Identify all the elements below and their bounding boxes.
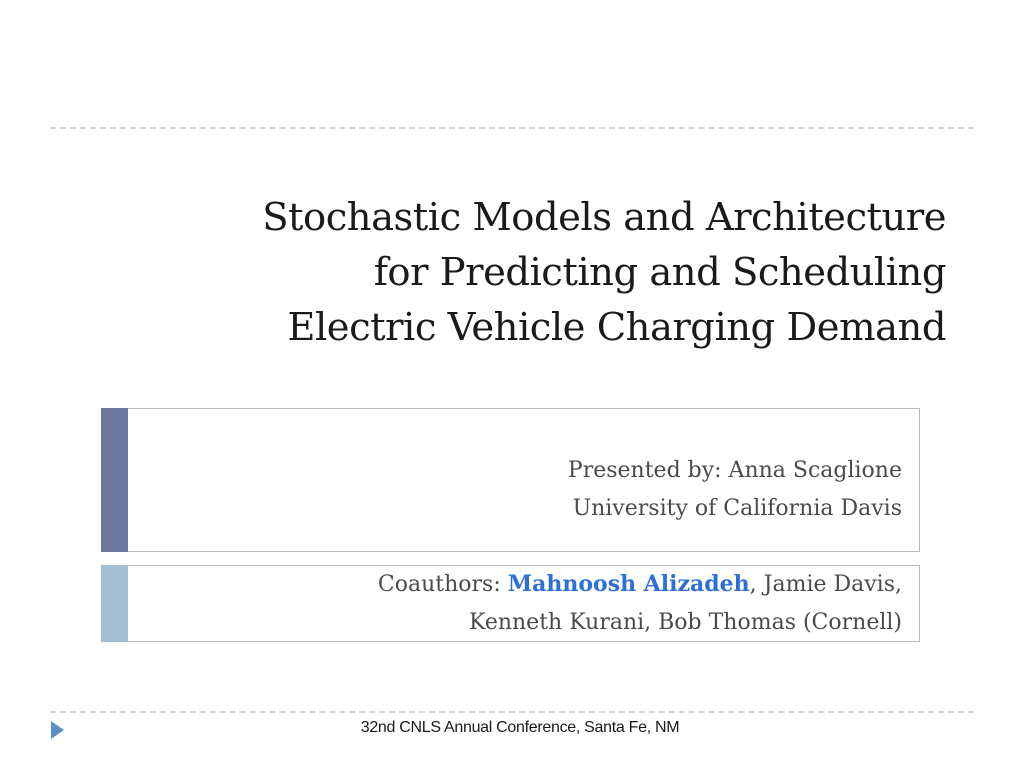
coauthor-highlight: Mahnoosh Alizadeh — [507, 571, 750, 597]
coauthors-text — [378, 565, 902, 642]
top-divider — [50, 127, 974, 129]
coauthors-line-2: Kenneth Kurani, Bob Thomas (Cornell) — [468, 610, 902, 635]
presenter-accent-bar — [101, 408, 128, 552]
presenter-name: Presented by: Anna Scaglione — [567, 458, 902, 483]
coauthors-prefix: Coauthors: — [377, 572, 508, 597]
coauthors-line-1 — [378, 565, 902, 604]
slide-title — [86, 190, 946, 355]
presenter-text — [568, 452, 902, 528]
title-line-2: for Predicting and Scheduling — [373, 250, 946, 295]
bottom-divider — [50, 711, 974, 713]
presenter-affiliation: University of California Davis — [572, 496, 902, 521]
title-line-3: Electric Vehicle Charging Demand — [287, 305, 946, 350]
footer-text: 32nd CNLS Annual Conference, Santa Fe, NM — [360, 719, 680, 736]
title-line-1: Stochastic Models and Architecture — [262, 195, 946, 240]
coauthors-accent-bar — [101, 565, 128, 642]
coauthors-rest: , Jamie Davis, — [749, 572, 902, 597]
